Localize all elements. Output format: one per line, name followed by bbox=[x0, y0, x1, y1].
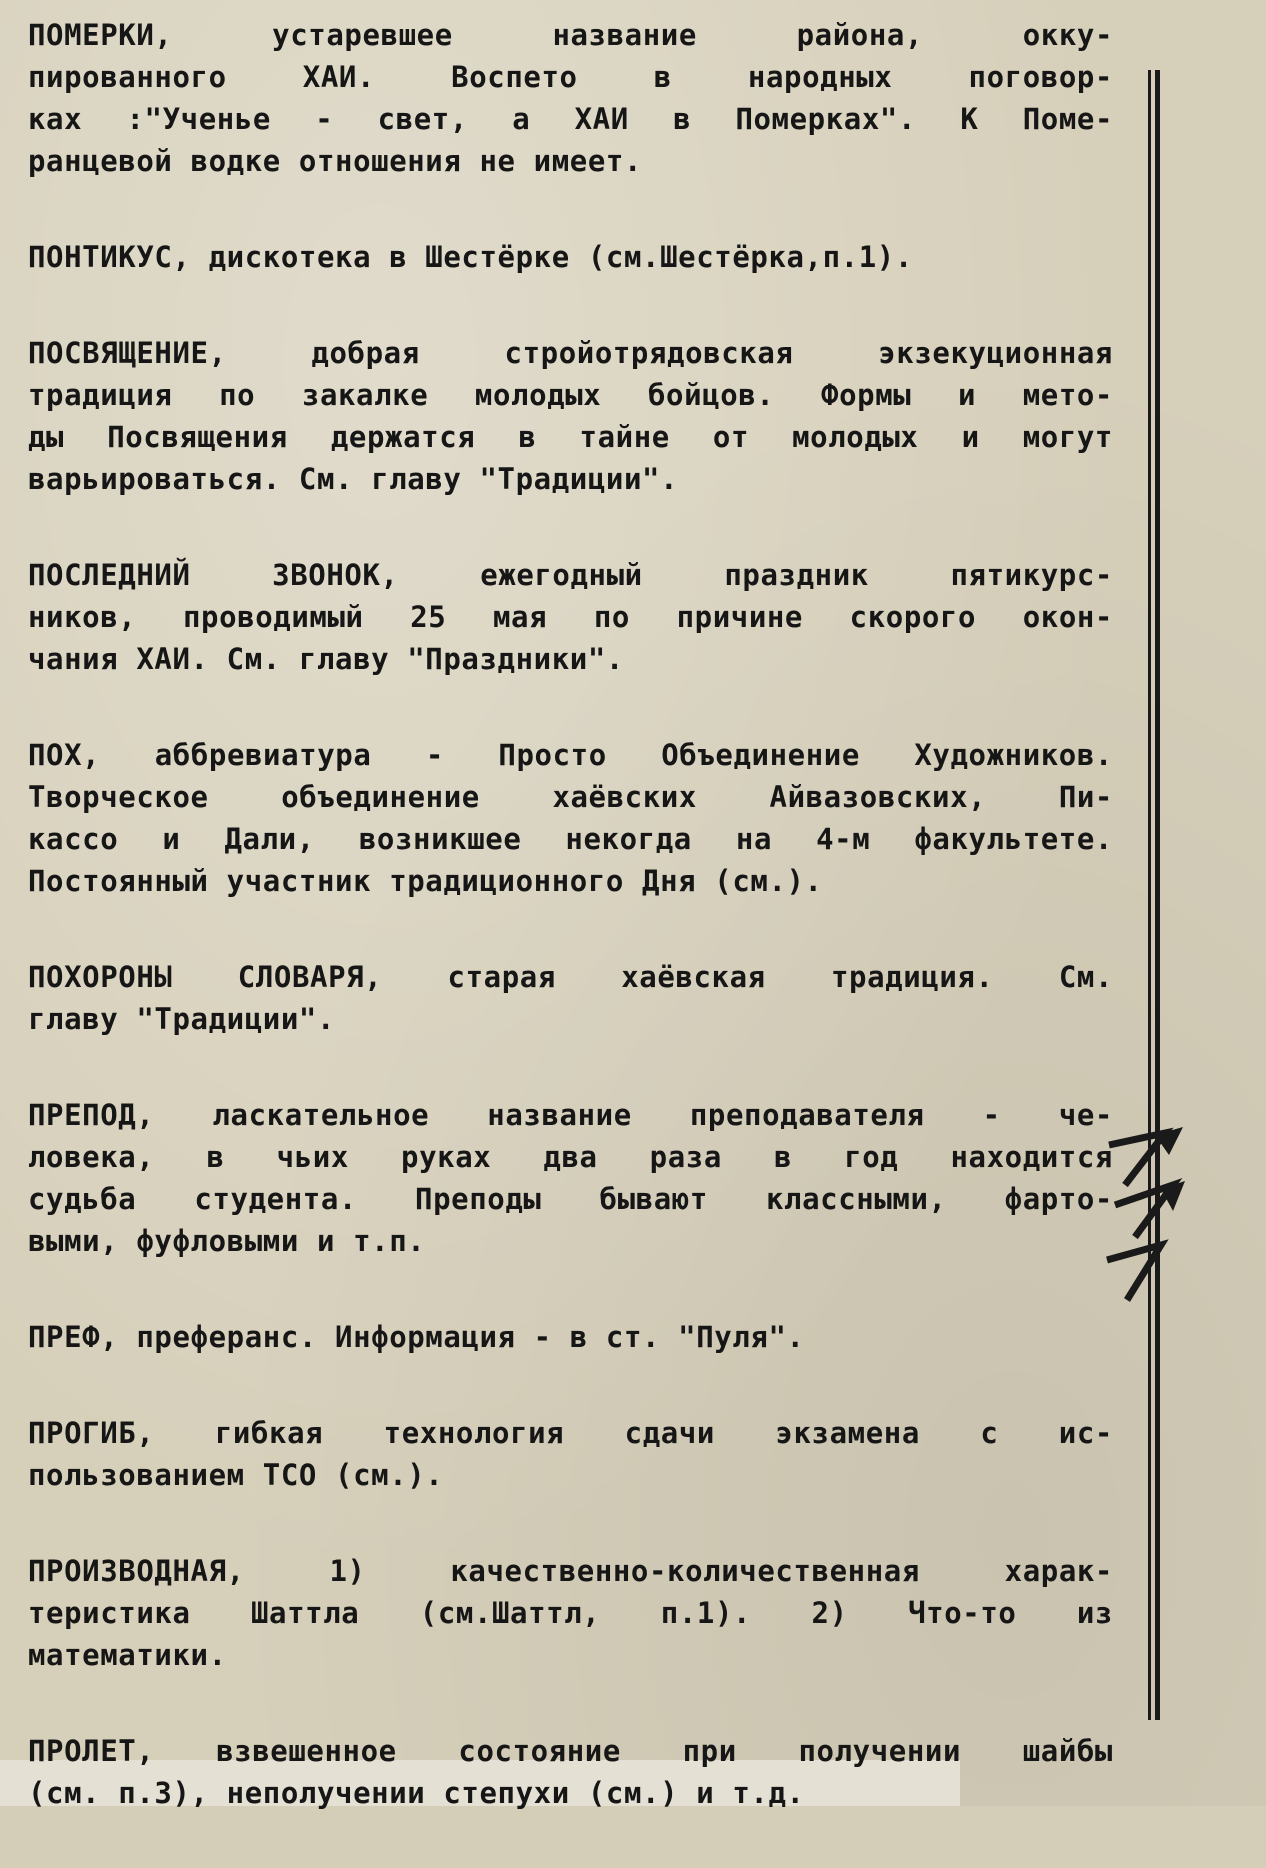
entry-line: варьироваться. См. главу "Традиции". bbox=[28, 462, 679, 496]
entry-line: математики. bbox=[28, 1638, 227, 1672]
entry-line: ПРОЛЕТ, взвешенное состояние при получении шайбы bbox=[28, 1734, 1113, 1768]
khai-logo-icon bbox=[1095, 1125, 1185, 1315]
entry-line: ловека, в чьих руках два раза в год находится bbox=[28, 1140, 1113, 1174]
dictionary-entry bbox=[28, 14, 1113, 182]
dictionary-entry bbox=[28, 956, 1113, 1040]
entry-line: ды Посвящения держатся в тайне от молодых и могут bbox=[28, 420, 1113, 454]
entry-line: пированного ХАИ. Воспето в народных поговор- bbox=[28, 60, 1113, 94]
entry-line: Постоянный участник традиционного Дня (см.). bbox=[28, 864, 823, 898]
entry-line: пользованием ТСО (см.). bbox=[28, 1458, 444, 1492]
entry-line: Творческое объединение хаёвских Айвазовских, Пи- bbox=[28, 780, 1113, 814]
entry-line: ПОНТИКУС, дискотека в Шестёрке (см.Шестёрка,п.1). bbox=[28, 240, 913, 274]
entry-line: ПОМЕРКИ, устаревшее название района, окку- bbox=[28, 18, 1113, 52]
dictionary-entry bbox=[28, 1094, 1113, 1262]
entry-line: ПРЕПОД, ласкательное название преподавателя - че- bbox=[28, 1098, 1113, 1132]
entry-line: ПОСВЯЩЕНИЕ, добрая стройотрядовская экзекуционная bbox=[28, 336, 1113, 370]
entry-line: ПРОГИБ, гибкая технология сдачи экзамена с ис- bbox=[28, 1416, 1113, 1450]
dictionary-entry bbox=[28, 236, 1113, 278]
entry-line: кассо и Дали, возникшее некогда на 4-м факультете. bbox=[28, 822, 1113, 856]
entry-line: традиция по закалке молодых бойцов. Формы и мето- bbox=[28, 378, 1113, 412]
entry-line: ников, проводимый 25 мая по причине скорого окон- bbox=[28, 600, 1113, 634]
entry-line: ПРОИЗВОДНАЯ, 1) качественно-количественная харак- bbox=[28, 1554, 1113, 1588]
entry-line: судьба студента. Преподы бывают классными, фарто- bbox=[28, 1182, 1113, 1216]
margin-rule-thick bbox=[1155, 70, 1160, 1720]
entry-line: ранцевой водке отношения не имеет. bbox=[28, 144, 643, 178]
dictionary-column bbox=[28, 14, 1113, 1868]
entry-line: ПОХОРОНЫ СЛОВАРЯ, старая хаёвская традиция. См. bbox=[28, 960, 1113, 994]
entry-line: выми, фуфловыми и т.п. bbox=[28, 1224, 426, 1258]
entry-line: ПОСЛЕДНИЙ ЗВОНОК, ежегодный праздник пятикурс- bbox=[28, 558, 1113, 592]
margin-rule-thin bbox=[1148, 70, 1151, 1720]
entry-line: ках :"Ученье - свет, а ХАИ в Померках". К Поме- bbox=[28, 102, 1113, 136]
dictionary-entry bbox=[28, 554, 1113, 680]
entry-line: чания ХАИ. См. главу "Праздники". bbox=[28, 642, 624, 676]
dictionary-entry bbox=[28, 734, 1113, 902]
dictionary-entry bbox=[28, 1412, 1113, 1496]
entry-line: ПОХ, аббревиатура - Просто Объединение Художников. bbox=[28, 738, 1113, 772]
dictionary-entry bbox=[28, 1550, 1113, 1676]
entry-line: ПРЕФ, преферанс. Информация - в ст. "Пуля". bbox=[28, 1320, 805, 1354]
dictionary-entry bbox=[28, 332, 1113, 500]
dictionary-entry bbox=[28, 1316, 1113, 1358]
dictionary-entry bbox=[28, 1730, 1113, 1814]
entry-line: (см. п.3), неполучении степухи (см.) и т.д. bbox=[28, 1776, 805, 1810]
entry-line: главу "Традиции". bbox=[28, 1002, 336, 1036]
entry-line: теристика Шаттла (см.Шаттл, п.1). 2) Что-то из bbox=[28, 1596, 1113, 1630]
